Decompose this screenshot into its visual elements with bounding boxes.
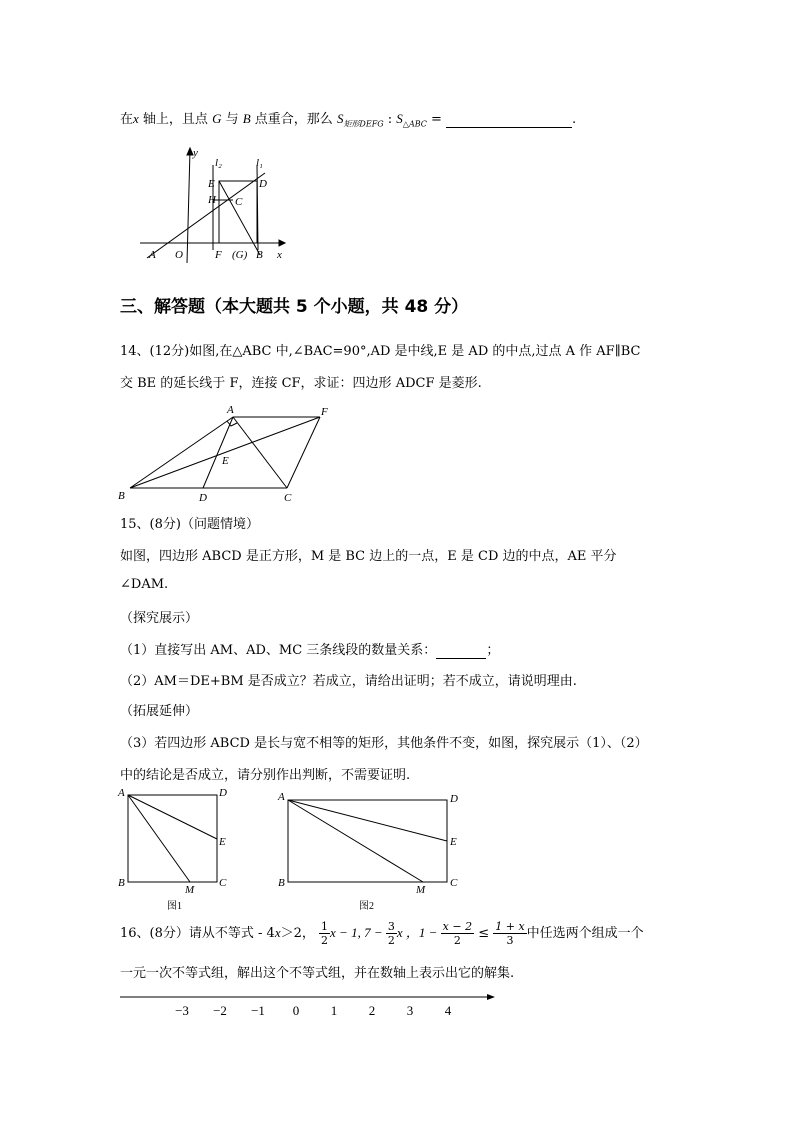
label-l2: l₂ — [215, 157, 222, 169]
label-B: B — [256, 249, 263, 261]
fraction-1-2: $\frac{1}{2}$ — [321, 920, 329, 947]
answer-blank — [436, 643, 486, 659]
figure-caption: 图2 — [359, 901, 374, 912]
label-C: C — [450, 877, 458, 889]
q13-coordinate-figure — [135, 145, 295, 270]
label-F: F — [215, 249, 222, 261]
label-D: D — [450, 793, 458, 805]
q15-figure-2 — [275, 785, 470, 915]
label-l1: l₁ — [256, 157, 263, 169]
q14-rhombus-figure — [115, 402, 340, 507]
q13-text: 在x 轴上，且点 G 与 B 点重合，那么 $S_{矩形DEFG}$ : $S_{\triangle ABC}$ = . — [120, 111, 577, 129]
label-E: E — [222, 455, 229, 467]
tick-label: 1 — [330, 1003, 338, 1018]
tick-label: 2 — [368, 1003, 376, 1018]
answer-blank — [446, 112, 572, 128]
label-C: C — [284, 492, 292, 504]
fraction-1-x: $\frac{1 + x}{3}$ — [495, 920, 525, 947]
q15-explore: （探究展示） — [120, 611, 199, 626]
label-B: B — [278, 877, 285, 889]
label-G: (G) — [232, 249, 248, 261]
label-E: E — [450, 836, 457, 848]
q14-line2: 交 BE 的延长线于 F，连接 CF，求证：四边形 ADCF 是菱形. — [120, 376, 482, 391]
label-x: x — [277, 249, 282, 261]
q15-item3a: （3）若四边形 ABCD 是长与宽不相等的矩形，其他条件不变，如图，探究展示（1）、（2） — [120, 736, 648, 751]
label-M: M — [185, 884, 195, 896]
label-O: O — [175, 249, 183, 261]
tick-label: −1 — [251, 1003, 265, 1018]
label-D: D — [259, 178, 267, 190]
label-B: B — [118, 877, 125, 889]
label-E: E — [208, 178, 215, 190]
q15-line2: 如图，四边形 ABCD 是正方形，M 是 BC 边上的一点，E 是 CD 边的中点，AE 平分 — [120, 549, 617, 564]
section-heading: 三、解答题（本大题共 5 个小题，共 48 分） — [120, 297, 469, 317]
label-C: C — [235, 196, 243, 208]
q15-line1: 15、(8分)（问题情境） — [120, 517, 259, 532]
fraction-x-2: $\frac{x - 2}{2}$ — [442, 920, 473, 947]
tick-label: −2 — [213, 1003, 227, 1018]
q14-line1: 14、(12分)如图,在△ABC 中,∠BAC=90°,AD 是中线,E 是 AD 的中点,过点 A 作 AF∥BC — [120, 344, 641, 359]
label-A: A — [278, 791, 285, 803]
tick-label: 4 — [444, 1003, 452, 1018]
tick-label: −3 — [175, 1003, 189, 1018]
q16-line1: 16、(8分）请从不等式 - 4x＞2， $\frac{1}{2}$ x − 1, 7 − $\frac{3}{2}$ x ，1 − $\frac{x - 2}{2}$ ≤ $\frac{1 + x}{3}$ 中任选两个组成一个 — [120, 920, 644, 947]
label-B: B — [118, 490, 125, 502]
label-D: D — [199, 492, 207, 504]
q15-extend: （拓展延伸） — [120, 704, 199, 719]
number-line — [115, 988, 500, 1023]
figure-caption: 图1 — [167, 901, 182, 912]
label-A: A — [118, 787, 125, 799]
label-y: y — [193, 147, 198, 159]
tick-label: 0 — [292, 1003, 300, 1018]
fraction-3-2: $\frac{3}{2}$ — [387, 920, 395, 947]
label-A: A — [149, 249, 156, 261]
label-M: M — [416, 884, 426, 896]
label-E: E — [219, 836, 226, 848]
q15-item3b: 中的结论是否成立，请分别作出判断，不需要证明. — [120, 768, 411, 783]
q15-item2: （2）AM＝DE+BM 是否成立？若成立，请给出证明；若不成立，请说明理由. — [120, 674, 577, 689]
q15-figure-1 — [115, 785, 240, 915]
tick-label: 3 — [406, 1003, 414, 1018]
q15-line3: ∠DAM. — [120, 577, 169, 592]
label-D: D — [219, 787, 227, 799]
label-F: F — [321, 406, 328, 418]
label-H: H — [208, 194, 216, 206]
q16-line2: 一元一次不等式组，解出这个不等式组，并在数轴上表示出它的解集. — [120, 966, 515, 981]
q15-item1: （1）直接写出 AM、AD、MC 三条线段的数量关系： ； — [120, 643, 500, 658]
label-A: A — [227, 404, 234, 416]
label-C: C — [219, 877, 227, 889]
